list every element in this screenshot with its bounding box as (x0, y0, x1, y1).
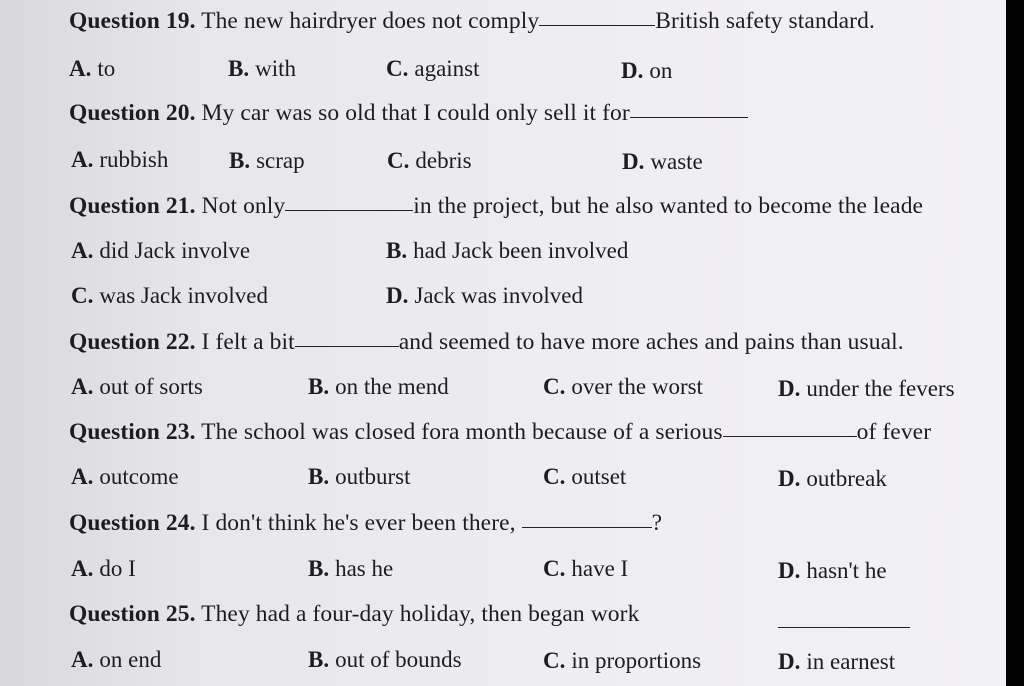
question-label: Question 22. (69, 329, 196, 355)
option-c: C. have I (543, 556, 629, 581)
question-23 (69, 419, 931, 446)
question-text-after: British safety standard. (655, 8, 875, 34)
question-text-after: in the project, but he also wanted to become the leade (413, 193, 924, 219)
option-a: A. out of sorts (71, 374, 203, 399)
answer-blank (630, 116, 748, 118)
question-label: Question 19. (69, 8, 196, 34)
question-label: Question 25. (69, 601, 196, 627)
option-b: B. on the mend (308, 374, 449, 399)
option-a: A. outcome (71, 464, 179, 489)
question-text-after: ? (651, 510, 663, 536)
question-text: The school was closed fora month because of a serious (201, 419, 723, 445)
question-text: The new hairdryer does not comply (201, 8, 540, 34)
question-label: Question 23. (69, 419, 196, 445)
option-c: C. was Jack involved (71, 283, 269, 308)
option-b: B. scrap (229, 148, 305, 173)
option-b: B. with (228, 56, 296, 81)
option-b: B. out of bounds (308, 647, 462, 672)
option-a: A. to (69, 56, 116, 81)
question-text: I don't think he's ever been there, (201, 510, 522, 536)
option-d: D. on (621, 58, 673, 83)
question-22 (69, 329, 904, 356)
option-c: C. over the worst (543, 374, 703, 399)
answer-blank (285, 209, 413, 211)
option-d: D. in earnest (778, 649, 896, 674)
question-20 (69, 100, 748, 127)
question-label: Question 21. (69, 193, 196, 219)
option-a: A. rubbish (71, 147, 169, 172)
option-a: A. on end (71, 647, 162, 672)
option-a: A. did Jack involve (71, 238, 251, 263)
question-text-after: of fever (856, 419, 932, 445)
option-c: C. outset (543, 464, 627, 489)
question-text: My car was so old that I could only sell it for (201, 100, 630, 126)
question-text: Not only (201, 193, 286, 219)
option-d: D. under the fevers (778, 376, 955, 401)
question-21 (69, 193, 923, 220)
answer-blank (778, 627, 910, 628)
option-b: B. had Jack been involved (386, 238, 629, 263)
option-c: C. debris (387, 148, 472, 173)
option-c: C. in proportions (543, 648, 702, 673)
answer-blank (295, 345, 399, 347)
answer-blank (522, 526, 652, 528)
question-text-after: and seemed to have more aches and pains than usual. (398, 329, 904, 355)
answer-blank (539, 24, 655, 26)
option-b: B. has he (308, 556, 394, 581)
option-a: A. do I (71, 556, 136, 581)
option-b: B. outburst (308, 464, 411, 489)
question-label: Question 20. (69, 100, 196, 126)
option-d: D. hasn't he (778, 558, 887, 583)
option-d: D. Jack was involved (386, 283, 584, 308)
option-d: D. waste (622, 149, 703, 174)
question-19 (69, 8, 875, 35)
question-24 (69, 510, 662, 537)
answer-blank (723, 435, 857, 437)
question-text: I felt a bit (201, 329, 295, 355)
question-text: They had a four-day holiday, then began work (201, 601, 640, 627)
option-d: D. outbreak (778, 466, 887, 491)
question-25 (69, 601, 639, 628)
option-c: C. against (386, 56, 480, 81)
question-label: Question 24. (69, 510, 196, 536)
